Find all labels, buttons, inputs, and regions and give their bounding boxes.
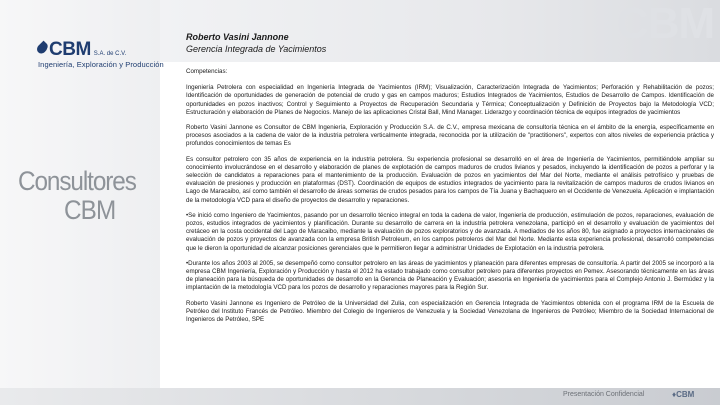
person-role: Gerencia Integrada de Yacimientos <box>186 44 327 54</box>
brand-line-1: Consultores <box>18 166 136 196</box>
intro-paragraph: Roberto Vasini Jannone es Consultor de CBM Ingeniería, Exploración y Producción S.A. de C.V., empresa mexicana de consultoría técnica en el ámbito de la energía, específicamente en procesos asociados a la cadena de valor de la industria petrolera verticalmente integrada, reconocida por la utilización de "practitioners", expertos con altos niveles de experiencia práctica y profundos conocimientos de temas Es <box>186 124 714 148</box>
profile-body <box>186 68 714 331</box>
cbm-watermark: CBM <box>616 0 714 48</box>
education-paragraph: Roberto Vasini Jannone es Ingeniero de Petróleo de la Universidad del Zulia, con especialización en Gerencia Integrada de Yacimientos obtenida con el programa IRM de la Escuela de Petróleo del Instituto Francés de Petróleo. Miembro del Colegio de Ingenieros de Venezuela y la Sociedad Venezolana de Ingenieros de Petróleo; Miembro de la Sociedad Internacional de Ingenieros de Petróleo, SPE <box>186 299 714 324</box>
brand-line-2: CBM <box>64 195 116 225</box>
logo-tagline: Ingeniería, Exploración y Producción <box>38 60 164 69</box>
logo-name: CBM <box>49 39 91 60</box>
person-name: Roberto Vasini Jannone <box>186 32 289 42</box>
career-paragraph: •Se inició como Ingeniero de Yacimientos, pasando por un desarrollo técnico integral en toda la cadena de valor, Ingeniería de producción, estimulación de pozos, reparaciones, evaluación de pozos, estudios integrados de yacimientos y planificación. Durante su desarrollo de carrera en la industria petrolera venezolana, participó en el desarrollo y evaluación de yacimientos del cretáceo en la costa occidental del Lago de Maracaibo, mediante la evaluación de pozos exploratorios y de avanzada. A mediados de los años 80, fue asignado a proyectos internacionales de evaluación de pozos y proyectos de avanzada con la empresa British Petroleum, en los campos petroleros del Mar del Norte. Mediante esta experiencia profesional, desarrolló competencias que le dieron la oportunidad de alcanzar posiciones gerenciales que le permitieron llegar a administrar Unidades de Explotación en la industria petrolera. <box>186 211 714 252</box>
profile-title <box>186 31 326 55</box>
footer-brand <box>672 390 694 399</box>
footer-brand-name: CBM <box>676 390 695 399</box>
competencies-paragraph: Ingeniería Petrolera con especialidad en Ingeniería Integrada de Yacimientos (IRM); Visualización, Caracterización Integrada de Yacimientos; Perforación y Rehabilitación de pozos; Identificación de oportunidades de generación de potencial de crudo y gas en campos maduros; Estudios Integrados de Yacimientos, Estudios de Desarrollo de Campos. Identificación de oportunidades en pozos inactivos; Control y Seguimiento a Proyectos de Recuperación Secundaria y Térmica; Conceptualización y Definición de Proyectos bajo la Metodología VCD; Estructuración y elaboración de Planes de Negocios. Manejo de las aplicaciones Cristal Ball, Mind Manager. Liderazgo y coordinación técnica de equipos integrados de yacimientos <box>186 84 714 116</box>
cbm-logo <box>38 39 164 72</box>
footer-confidential: Presentación Confidencial <box>563 391 645 398</box>
footer-drop-icon: ♦ <box>672 390 677 399</box>
oil-drop-icon <box>35 41 50 56</box>
competencies-heading: Competencias: <box>186 68 228 75</box>
consulting-paragraph: •Durante los años 2003 al 2005, se desempeñó como consultor petrolero en las áreas de yacimientos y planeación para diferentes empresas de consultoría. A partir del 2005 se incorporó a la empresa CBM Ingeniería, Exploración y Producción y hasta el 2012 ha estado trabajado como consultor petrolero para diferentes proyectos en Pemex. Asesorando técnicamente en las áreas de planeación para la búsqueda de oportunidades de desarrollo en la Gerencia de Planeación y Evaluación; asesoría en Ingeniería de yacimientos para el Complejo Antonio J. Bermúdez y la implantación de la metodología VCD para los pozos de desarrollo y reparaciones mayores para la Región Sur. <box>186 259 714 292</box>
consultores-brand <box>18 168 158 224</box>
experience-paragraph: Es consultor petrolero con 35 años de experiencia en la industria petrolera. Su experiencia profesional se desarrolló en el área de Ingeniería de Yacimientos, permitiéndole ampliar su conocimiento involucrándose en el desarrollo y elaboración de planes de explotación de campos maduros de crudos livianos y pesados, incluyendo la identificación de pozos a perforar y la selección de candidatos a reparaciones para el mantenimiento de la producción. Evaluación de pozos en yacimientos del Mar del Norte, mediante el análisis petrofísico y pruebas de evaluación de presiones y producción en plataformas (DST). Coordinación de equipos de estudios integrados de yacimiento para la revitalización de campos maduros de crudos livianos en Lago de Maracaibo, así como también el desarrollo de áreas someras de crudos pesados para los campos de Tía Juana y Bachaquero en el Occidente de Venezuela. Aplicación e implantación de la metodología VCD para el diseño de proyectos de desarrollo y reparaciones. <box>186 155 714 204</box>
logo-suffix: S.A. de C.V. <box>93 51 127 57</box>
